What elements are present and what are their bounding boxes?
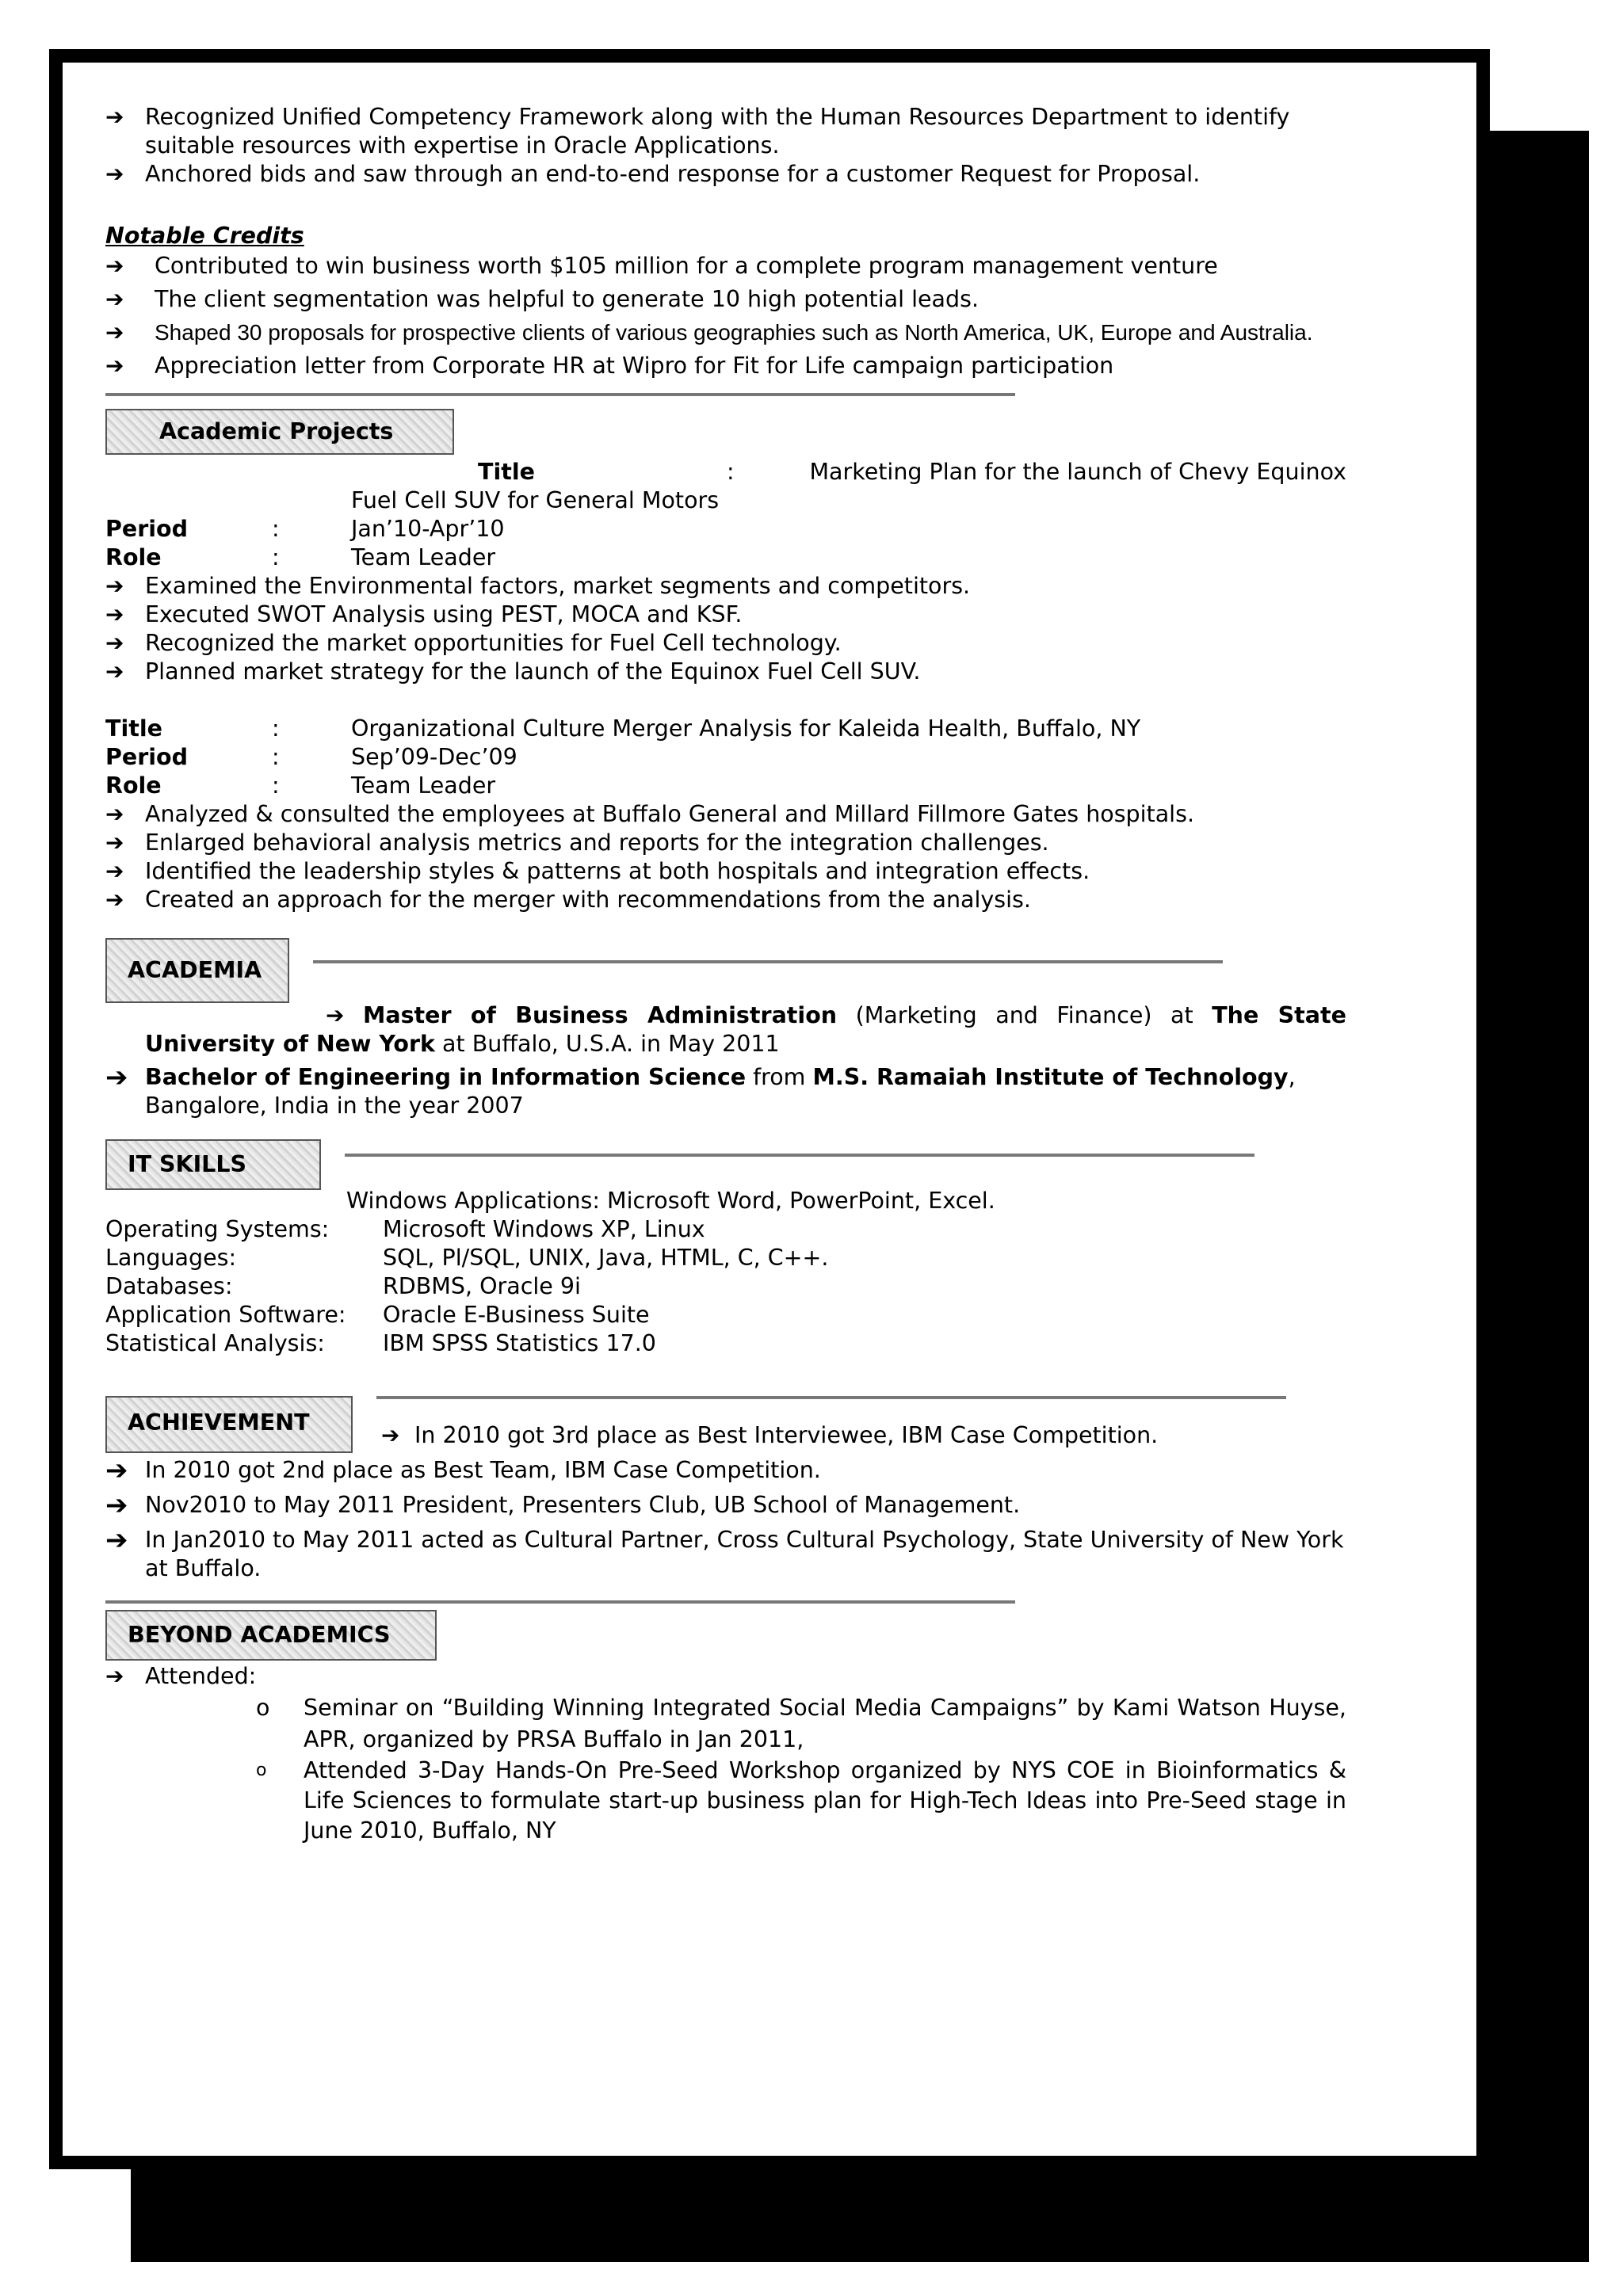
resume-content [105, 103, 1346, 1846]
section-title-box: ACADEMIA [105, 938, 289, 1003]
list-item: ➔ Identified the leadership styles & patterns at both hospitals and integration effects. [105, 858, 1090, 884]
arrow-bullet-icon: ➔ [105, 658, 124, 685]
arrow-bullet-icon: ➔ [105, 1524, 128, 1556]
project-period-row: Period : Sep’09-Dec’09 [105, 744, 517, 770]
arrow-bullet-icon: ➔ [381, 1422, 400, 1448]
list-item: ➔ Planned market strategy for the launch of the Equinox Fuel Cell SUV. [105, 658, 921, 685]
project-role-row: Role : Team Leader [105, 544, 496, 570]
list-item: ➔ The client segmentation was helpful to generate 10 high potential leads. [105, 286, 979, 312]
section-title-box: ACHIEVEMENT [105, 1396, 353, 1453]
project-title-row: Title : Marketing Plan for the launch of Chevy Equinox [478, 459, 1346, 485]
arrow-bullet-icon: ➔ [105, 161, 124, 187]
list-item: ➔ Recognized Unified Competency Framework along with the Human Resources Department to identify suitable resources with expertise in Oracle Applications. [105, 104, 1290, 158]
achievement-section-header [105, 1396, 1346, 1453]
arrow-bullet-icon: ➔ [105, 1663, 124, 1689]
arrow-bullet-icon: ➔ [105, 1062, 128, 1093]
section-title-box: IT SKILLS [105, 1139, 321, 1190]
arrow-bullet-icon: ➔ [326, 1002, 345, 1028]
skill-row: Application Software: Oracle E-Business Suite [105, 1302, 650, 1328]
section-title-box: BEYOND ACADEMICS [105, 1610, 437, 1661]
arrow-bullet-icon: ➔ [105, 1455, 128, 1486]
arrow-bullet-icon: ➔ [105, 630, 124, 656]
list-item: o Attended 3-Day Hands-On Pre-Seed Workshop organized by NYS COE in Bioinformatics & Life Sciences to formulate start-up business plan for High-Tech Ideas into Pre-Seed stage in June 2010, Buffalo, NY [256, 1757, 1346, 1844]
list-item: ➔ In 2010 got 2nd place as Best Team, IBM Case Competition. [105, 1455, 821, 1486]
skills-windows-apps: Windows Applications: Microsoft Word, PowerPoint, Excel. [346, 1188, 995, 1214]
list-item: ➔ In 2010 got 3rd place as Best Interviewee, IBM Case Competition. [381, 1422, 1159, 1448]
arrow-bullet-icon: ➔ [105, 573, 124, 599]
project-role-row: Role : Team Leader [105, 772, 496, 799]
list-item: ➔ Executed SWOT Analysis using PEST, MOCA and KSF. [105, 601, 743, 627]
skill-row: Operating Systems: Microsoft Windows XP, Linux [105, 1216, 705, 1242]
beyond-academics-section-header [105, 1610, 1346, 1662]
section-divider [313, 960, 1223, 963]
circle-bullet-icon: o [256, 1695, 270, 1721]
arrow-bullet-icon: ➔ [105, 353, 124, 379]
project-title-row: Title : Organizational Culture Merger Analysis for Kaleida Health, Buffalo, NY [105, 715, 1141, 742]
education-be: ➔ Bachelor of Engineering in Information Science from M.S. Ramaiah Institute of Technology, Bangalore, India in the year 2007 [105, 1062, 1296, 1119]
project-period-row: Period : Jan’10-Apr’10 [105, 516, 505, 542]
list-item: ➔ Shaped 30 proposals for prospective clients of various geographies such as North America, UK, Europe and Australia. [105, 318, 1346, 347]
list-item: ➔ Contributed to win business worth $105 million for a complete program management venture [105, 253, 1218, 279]
section-divider [345, 1154, 1254, 1157]
list-item: ➔ Appreciation letter from Corporate HR at Wipro for Fit for Life campaign participation [105, 353, 1114, 379]
arrow-bullet-icon: ➔ [105, 887, 124, 913]
project-title-continued: Fuel Cell SUV for General Motors [351, 487, 720, 513]
list-item: ➔ Created an approach for the merger with recommendations from the analysis. [105, 887, 1031, 913]
arrow-bullet-icon: ➔ [105, 253, 124, 279]
list-item: o Seminar on “Building Winning Integrated Social Media Campaigns” by Kami Watson Huyse, APR, organized by PRSA Buffalo in Jan 2011, [105, 1692, 1346, 1756]
it-skills-section-header [105, 1139, 1346, 1190]
arrow-bullet-icon: ➔ [105, 601, 124, 627]
arrow-bullet-icon: ➔ [105, 286, 124, 312]
arrow-bullet-icon: ➔ [105, 830, 124, 856]
arrow-bullet-icon: ➔ [105, 320, 124, 345]
list-item: ➔ Enlarged behavioral analysis metrics and reports for the integration challenges. [105, 830, 1049, 856]
list-item: ➔ Anchored bids and saw through an end-to-end response for a customer Request for Proposal. [105, 161, 1201, 187]
skill-row: Languages: SQL, Pl/SQL, UNIX, Java, HTML, C, C++. [105, 1245, 829, 1271]
list-item: ➔ Attended: [105, 1663, 257, 1689]
arrow-bullet-icon: ➔ [105, 801, 124, 827]
section-title-box: Academic Projects [105, 409, 454, 455]
skill-row: Statistical Analysis: IBM SPSS Statistics 17.0 [105, 1330, 656, 1356]
arrow-bullet-icon: ➔ [105, 104, 124, 130]
list-item: ➔ Analyzed & consulted the employees at Buffalo General and Millard Fillmore Gates hospitals. [105, 801, 1195, 827]
skill-row: Databases: RDBMS, Oracle 9i [105, 1273, 581, 1299]
list-item: ➔ Recognized the market opportunities for Fuel Cell technology. [105, 630, 842, 656]
arrow-bullet-icon: ➔ [105, 858, 124, 884]
list-item: ➔ In Jan2010 to May 2011 acted as Cultural Partner, Cross Cultural Psychology, State University of New York at Buffalo. [105, 1524, 1344, 1581]
academic-projects-section-header [105, 409, 1346, 458]
section-divider [376, 1396, 1286, 1399]
education-mba: ➔ Master of Business Administration (Marketing and Finance) at The State University of New York at Buffalo, U.S.A. in May 2011 [145, 1002, 1346, 1057]
academia-section-header [105, 938, 1346, 1005]
list-item: ➔ Nov2010 to May 2011 President, Presenters Club, UB School of Management. [105, 1489, 1021, 1521]
circle-bullet-icon: o [256, 1760, 267, 1780]
notable-credits-heading: Notable Credits [105, 223, 304, 249]
list-item: ➔ Examined the Environmental factors, market segments and competitors. [105, 573, 971, 599]
arrow-bullet-icon: ➔ [105, 1489, 128, 1521]
